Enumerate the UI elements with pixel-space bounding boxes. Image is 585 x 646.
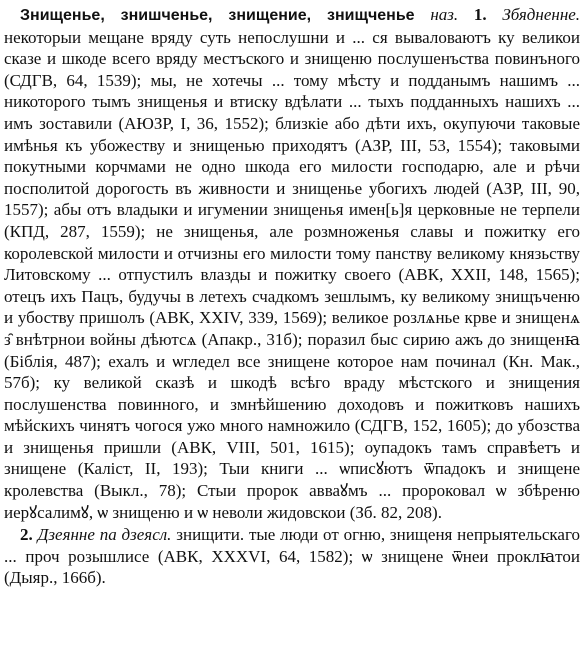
- sense-1-number: 1.: [473, 5, 487, 24]
- sense-2-number: 2.: [20, 525, 33, 545]
- headword: Знищенье, знишченье, знищение, знищченье: [20, 7, 415, 24]
- sense-1-text: некоторыи мещане вряду суть непослушни и ... ся вываловаютъ ку великои сказе и шкоде всего вряду местъского и знищеню послушенъства повинъного (СДГВ, 64, 1539); мы, не хотечы ... тому мѣсту и подданымъ нашимъ ... никоторого тымъ знищенья и втиску вдѣлати ... тыхъ подданныхъ нашихъ ... имъ зоставили (АЮЗР, I, 36, 1552); близкіе або дѣти ихъ, окупуючи таковые имѣнья къ убожеству и знищенью приходятъ (АЗР, III, 53, 1554); таковыми покутными корчмами не одно шкода его милости господарю, але и рѣчи посполитой дорогость въ живности и знищенье убогихъ людей (АЗР, III, 90, 1557); абы отъ владыки и игумении знищенья имен[ь]я церковные не терпели (КПД, 287, 1559); не знищенья, але розмноженья славы и пожитку его королевской милости и отчизны его милости тому панству великому князьству Литовскому ... отпустилъ влазды и пожитку своего (АВК, XXII, 148, 1565); отецъ ихъ Пацъ, будучы в летехъ счадкомъ зешлымъ, ку великому знищъченю и убоству пришолъ (АВК, XXIV, 339, 1569); великое розлѧнье крве и знищенѧ з̑ внѣтрнои войны дѣютсѧ (Апакр., 31б); поразил быс сирию ажъ до знищенꙗ (Біблія, 487); ехалъ и ѡгледел все знищене которое нам починал (Кн. Мак., 57б); ку великой сказѣ и шкодѣ всѣго враду мѣстского и знищения послушенства повинного, и змнѣйшению доходовъ и пожитковъ нашихъ мѣйскихъ чинятъ чогося ужо много намножило (СДГВ, 152, 1605); до убозства и знищенья пришли (АВК, VIII, 501, 1615); оупадокъ тамъ справѣетъ и знищене (Каліст, II, 193); Тыи книги ... ѡписꙋютъ ѿпадокъ и знищене кролевства (Выкл., 78); Стыи пророк авваꙋмъ ... пророковал ѡ збѣреню иерꙋсалимꙋ, ѡ знищеню и ѡ неволи жидовскои (Зб. 82, 208).: [4, 27, 580, 522]
- sense-1-gloss: Збядненне.: [502, 5, 581, 24]
- entry-sense-1: [4, 4, 580, 523]
- sense-2-text: знищити. тые люди от огню, знищеня непрыятельскаго ... проч розышлисе (АВК, XXXVI, 64, 1582); ѡ знищене ѿнеи проклꙗтои (Дыяр., 166б).: [4, 525, 581, 588]
- entry-sense-2: [4, 524, 580, 589]
- sense-2-gloss: Дзеянне па дзеясл.: [37, 525, 172, 545]
- part-of-speech: наз.: [430, 5, 459, 24]
